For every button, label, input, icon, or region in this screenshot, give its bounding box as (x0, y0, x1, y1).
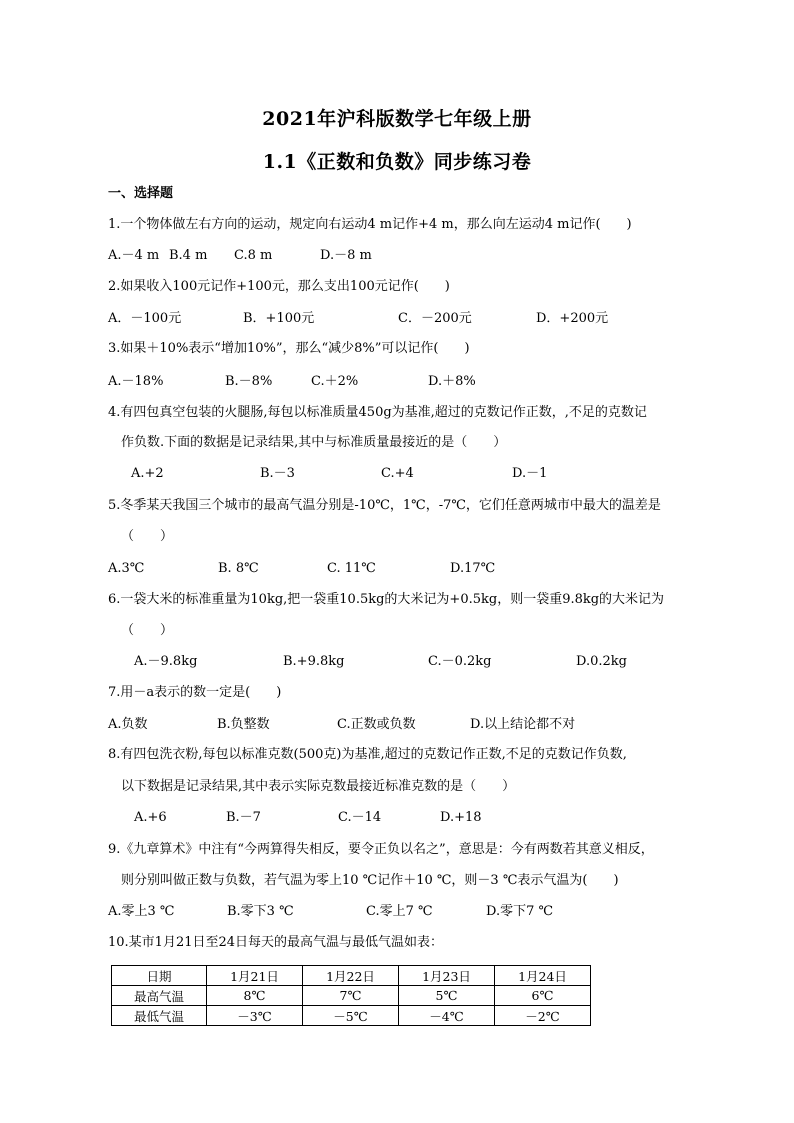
table-cell: 7℃ (303, 986, 399, 1006)
table-cell: －4℃ (399, 1006, 495, 1026)
option-d: D.0.2kg (576, 654, 627, 669)
option-a: A.－18% (108, 374, 164, 389)
question-8-stem-line-1: 8.有四包洗衣粉,每包以标准克数(500克)为基准,超过的克数记作正数,不足的克数记作负数, (108, 747, 627, 762)
question-6-stem-line-1: 6.一袋大米的标准重量为10kg,把一袋重10.5kg的大米记为+0.5kg，则一袋重9.8kg的大米记为 (108, 592, 665, 607)
table-header-cell: 1月23日 (399, 966, 495, 986)
question-6-stem-line-2: （ ） (121, 623, 174, 638)
question-5-stem-line-2: （ ） (121, 529, 174, 544)
question-9-stem-line-2: 则分别叫做正数与负数，若气温为零上10 ℃记作＋10 ℃，则－3 ℃表示气温为( ) (121, 873, 619, 888)
option-c: C.－14 (338, 810, 382, 825)
question-10-stem: 10.某市1月21日至24日每天的最高气温与最低气温如表： (108, 935, 444, 950)
option-d: D.－1 (512, 466, 548, 481)
table-cell: 8℃ (207, 986, 303, 1006)
option-c: C.+4 (381, 466, 414, 481)
question-3-stem: 3.如果＋10%表示“增加10%”，那么“减少8%”可以记作( ) (108, 341, 470, 356)
option-a: A.零上3 ℃ (108, 904, 175, 919)
temperature-table (111, 965, 591, 1026)
option-b: B.零下3 ℃ (227, 904, 294, 919)
table-row (112, 986, 591, 1006)
option-a: A.负数 (108, 717, 148, 732)
question-4-stem-line-2: 作负数.下面的数据是记录结果,其中与标准质量最接近的是（ ） (121, 435, 507, 450)
option-a: A．－100元 (108, 311, 182, 326)
option-d: D.17℃ (450, 561, 496, 576)
question-9-stem-line-1: 9.《九章算术》中注有“今两算得失相反，要令正负以名之”，意思是：今有两数若其意义相反， (108, 842, 654, 857)
option-a: A.－4 m (108, 248, 160, 263)
option-b: B.+9.8kg (283, 654, 345, 669)
option-b: B.－7 (226, 810, 261, 825)
option-a: A.+2 (131, 466, 164, 481)
table-cell: 6℃ (495, 986, 591, 1006)
option-c: C. 11℃ (327, 561, 376, 576)
doc-title: 2021年沪科版数学七年级上册 (262, 108, 532, 130)
table-cell: 最低气温 (112, 1006, 207, 1026)
doc-subtitle: 1.1《正数和负数》同步练习卷 (262, 151, 532, 173)
question-7-stem: 7.用－a表示的数一定是( ) (108, 685, 282, 700)
table-header-cell: 1月24日 (495, 966, 591, 986)
table-header-row (112, 966, 591, 986)
table-header-cell: 1月22日 (303, 966, 399, 986)
table-cell: －2℃ (495, 1006, 591, 1026)
option-d: D.－8 m (320, 248, 372, 263)
table-cell: 5℃ (399, 986, 495, 1006)
question-4-stem-line-1: 4.有四包真空包装的火腿肠,每包以标准质量450g为基准,超过的克数记作正数，,不足的克数记 (108, 405, 647, 420)
option-b: B. 8℃ (218, 561, 259, 576)
table-header-cell: 日期 (112, 966, 207, 986)
question-1-stem: 1.一个物体做左右方向的运动，规定向右运动4 m记作+4 m，那么向左运动4 m记作( ) (108, 217, 632, 232)
option-a: A.－9.8kg (134, 654, 198, 669)
question-5-stem-line-1: 5.冬季某天我国三个城市的最高气温分别是-10℃，1℃，-7℃，它们任意两城市中最大的温差是 (108, 498, 661, 513)
option-c: C.正数或负数 (337, 717, 416, 732)
option-b: B.负整数 (217, 717, 270, 732)
option-c: C．－200元 (398, 311, 472, 326)
option-d: D.零下7 ℃ (486, 904, 554, 919)
option-c: C.零上7 ℃ (366, 904, 433, 919)
option-c: C.－0.2kg (428, 654, 492, 669)
section-heading: 一、选择题 (108, 186, 174, 201)
option-c: C.＋2% (311, 374, 359, 389)
table-cell: 最高气温 (112, 986, 207, 1006)
question-2-stem: 2.如果收入100元记作+100元，那么支出100元记作( ) (108, 279, 450, 294)
option-b: B.－3 (260, 466, 295, 481)
table-header-cell: 1月21日 (207, 966, 303, 986)
option-d: D．+200元 (536, 311, 609, 326)
option-b: B．+100元 (243, 311, 315, 326)
option-d: D.+18 (440, 810, 482, 825)
question-8-stem-line-2: 以下数据是记录结果,其中表示实际克数最接近标准克数的是（ ） (121, 779, 516, 794)
table-cell: －5℃ (303, 1006, 399, 1026)
option-a: A.+6 (134, 810, 167, 825)
option-b: B.－8% (225, 374, 273, 389)
option-b: B.4 m (169, 248, 208, 263)
table-row (112, 1006, 591, 1026)
table-cell: －3℃ (207, 1006, 303, 1026)
option-d: D.＋8% (428, 374, 476, 389)
option-a: A.3℃ (108, 561, 145, 576)
option-d: D.以上结论都不对 (470, 717, 576, 732)
option-c: C.8 m (234, 248, 273, 263)
